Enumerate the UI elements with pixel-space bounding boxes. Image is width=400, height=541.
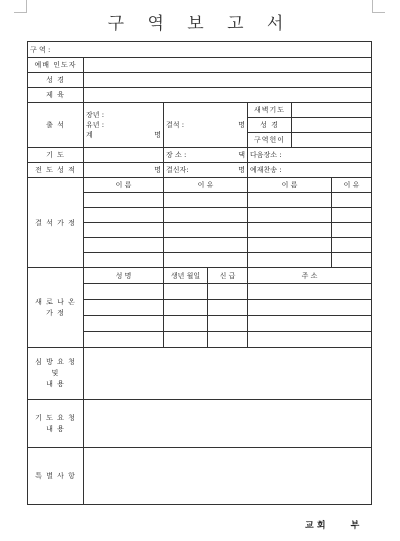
cell[interactable] xyxy=(84,253,164,268)
cell[interactable] xyxy=(208,284,248,300)
absentees-label: 결신자: xyxy=(166,166,189,174)
visit-label-1: 심 방 요 청 xyxy=(35,358,76,366)
visit-request-field[interactable] xyxy=(84,348,372,400)
absentees-unit: 명 xyxy=(238,166,245,174)
absent-count[interactable] xyxy=(164,103,248,148)
place-field[interactable] xyxy=(164,148,248,163)
church-department-footer: 교 회 부 xyxy=(305,521,360,531)
new-name-header: 성 명 xyxy=(84,268,164,284)
youth-label: 유년 : xyxy=(86,121,105,129)
cell[interactable] xyxy=(332,193,372,208)
cell[interactable] xyxy=(84,332,164,348)
prayer-request-label xyxy=(28,400,84,448)
cell[interactable] xyxy=(248,208,332,223)
cell[interactable] xyxy=(84,208,164,223)
absent-family-header xyxy=(28,178,372,193)
prayer-field[interactable] xyxy=(84,148,164,163)
next-place-field[interactable]: 다음장소 : xyxy=(248,148,372,163)
cell[interactable] xyxy=(164,316,208,332)
leader-field[interactable] xyxy=(84,58,372,73)
cell[interactable] xyxy=(332,238,372,253)
scripture-field[interactable] xyxy=(84,73,372,88)
cell[interactable] xyxy=(84,284,164,300)
district-field[interactable]: 구 역 : xyxy=(28,42,372,58)
visit-request-label xyxy=(28,348,84,400)
praise-row xyxy=(28,88,372,103)
cell[interactable] xyxy=(208,316,248,332)
prayer-req-label-2: 내 용 xyxy=(46,424,65,433)
cell[interactable] xyxy=(248,284,372,300)
cell[interactable] xyxy=(248,300,372,316)
place-label: 장 소 : xyxy=(166,151,187,159)
prayer-request-row xyxy=(28,400,372,448)
adult-label: 장년 : xyxy=(86,111,105,119)
cell[interactable] xyxy=(248,193,332,208)
new-position-header: 신 급 xyxy=(208,268,248,284)
dawn-prayer-label: 새벽기도 xyxy=(248,103,292,118)
new-family-label-2: 가 정 xyxy=(46,308,65,317)
cell[interactable] xyxy=(164,332,208,348)
dawn-prayer-field[interactable] xyxy=(292,103,372,118)
cell[interactable] xyxy=(164,208,248,223)
cell[interactable] xyxy=(164,253,248,268)
cell[interactable] xyxy=(332,223,372,238)
absent-reason-header-2: 이 유 xyxy=(332,178,372,193)
special-notes-label: 특 별 사 항 xyxy=(28,448,84,505)
district-row xyxy=(28,42,372,58)
cell[interactable] xyxy=(248,316,372,332)
new-family-label xyxy=(28,268,84,348)
prayer-request-field[interactable] xyxy=(84,400,372,448)
prayer-req-label-1: 기 도 요 청 xyxy=(35,413,76,422)
special-notes-row xyxy=(28,448,372,505)
praise-label: 제 육 xyxy=(28,88,84,103)
page-title: 구 역 보 고 서 xyxy=(107,14,293,34)
scripture-label: 성 경 xyxy=(28,73,84,88)
cell[interactable] xyxy=(164,193,248,208)
new-family-label-1: 새 로 나 온 xyxy=(35,297,76,306)
cell[interactable] xyxy=(332,208,372,223)
cell[interactable] xyxy=(84,316,164,332)
visit-label-2: 및 xyxy=(51,369,60,377)
cell[interactable] xyxy=(248,332,372,348)
attendance-counts[interactable] xyxy=(84,103,164,148)
new-address-header: 주 소 xyxy=(248,268,372,284)
visit-request-row xyxy=(28,348,372,400)
cell[interactable] xyxy=(84,193,164,208)
absent-name-header: 이 름 xyxy=(84,178,164,193)
attendance-label: 출 석 xyxy=(28,103,84,148)
cell[interactable] xyxy=(164,284,208,300)
total-unit: 명 xyxy=(154,131,161,139)
absent-family-label: 결 석 가 정 xyxy=(28,178,84,268)
cell[interactable] xyxy=(248,253,332,268)
cell[interactable] xyxy=(248,238,332,253)
cell[interactable] xyxy=(208,332,248,348)
cell[interactable] xyxy=(164,238,248,253)
absent-name-header-2: 이 름 xyxy=(248,178,332,193)
cell[interactable] xyxy=(84,223,164,238)
prayer-label: 기 도 xyxy=(28,148,84,163)
new-family-header xyxy=(28,268,372,284)
evangelism-label: 전 도 성 적 xyxy=(28,163,84,178)
bible-label: 성 경 xyxy=(248,118,292,133)
evangelism-unit[interactable]: 명 xyxy=(84,163,164,178)
attendance-row-1 xyxy=(28,103,372,118)
cell[interactable] xyxy=(164,300,208,316)
district-report-form xyxy=(27,41,372,505)
cell[interactable] xyxy=(208,300,248,316)
cell[interactable] xyxy=(248,223,332,238)
evangelism-row xyxy=(28,163,372,178)
cell[interactable] xyxy=(332,253,372,268)
leader-label: 예배 인도자 xyxy=(28,58,84,73)
worship-field[interactable]: 예재찬송 : xyxy=(248,163,372,178)
praise-field[interactable] xyxy=(84,88,372,103)
scripture-row xyxy=(28,73,372,88)
absent-reason-header: 이 유 xyxy=(164,178,248,193)
cell[interactable] xyxy=(84,300,164,316)
bible-field[interactable] xyxy=(292,118,372,133)
district-day-label: 구역헌이 xyxy=(248,133,292,148)
cell[interactable] xyxy=(84,238,164,253)
special-notes-field[interactable] xyxy=(84,448,372,505)
absent-unit: 명 xyxy=(238,121,245,129)
place-unit: 댁 xyxy=(238,151,245,159)
cell[interactable] xyxy=(164,223,248,238)
absentees-field[interactable] xyxy=(164,163,248,178)
prayer-row xyxy=(28,148,372,163)
visit-label-3: 내 용 xyxy=(46,380,65,388)
total-label: 계 xyxy=(86,131,93,139)
district-day-field[interactable] xyxy=(292,133,372,148)
absent-label: 결석 : xyxy=(166,121,185,129)
leader-row xyxy=(28,58,372,73)
new-birthday-header: 생년 월일 xyxy=(164,268,208,284)
